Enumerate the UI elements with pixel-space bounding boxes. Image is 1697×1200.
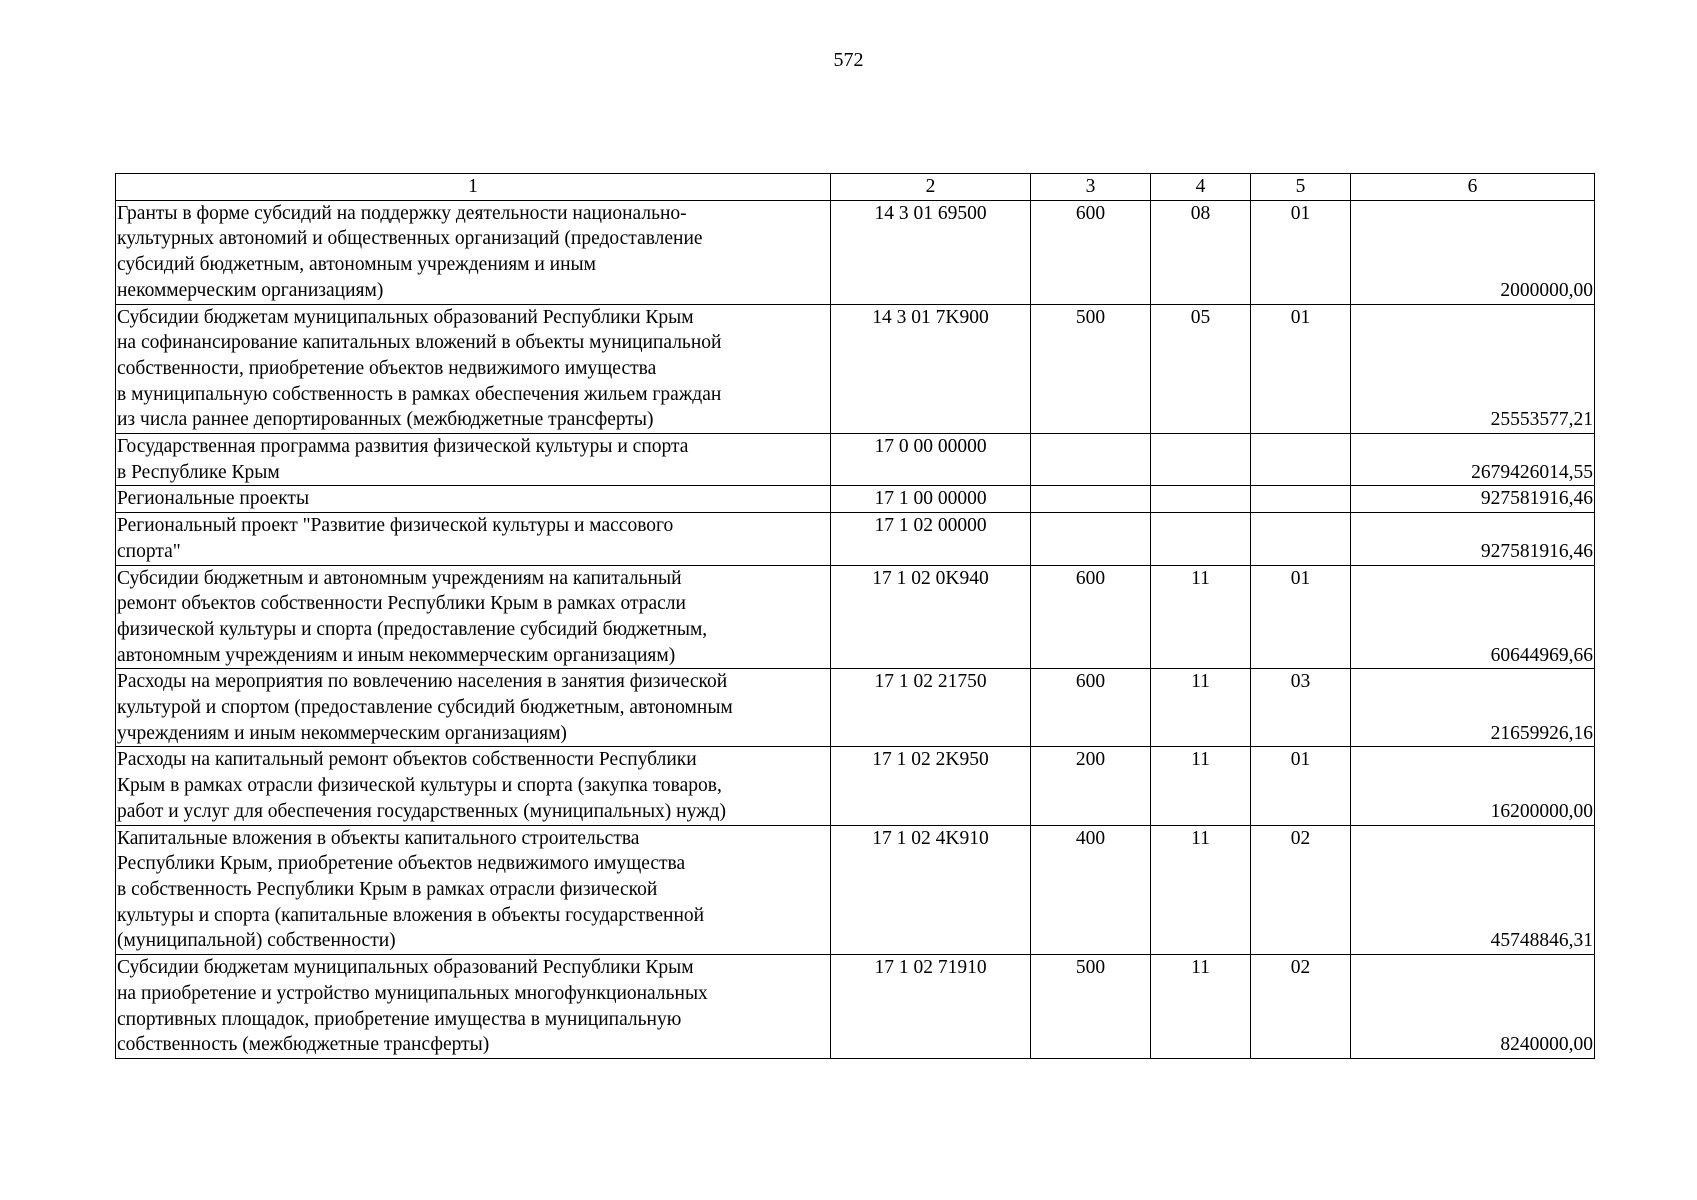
row-name-line: автономным учреждениям и иным некоммерческим организациям)	[117, 644, 676, 666]
row-sum-cell: 25553577,21	[1351, 304, 1595, 434]
row-name-line: Региональные проекты	[117, 488, 310, 510]
row-subsection-cell: 02	[1251, 955, 1351, 1059]
row-section-cell: 11	[1151, 669, 1251, 747]
row-sum-cell: 21659926,16	[1351, 669, 1595, 747]
row-name-line: культуры и спорта (капитальные вложения в объекты государственной	[117, 904, 705, 926]
budget-table	[115, 173, 1595, 1059]
row-name-cell	[116, 747, 831, 825]
row-name-line: работ и услуг для обеспечения государственных (муниципальных) нужд)	[117, 800, 726, 822]
row-expense-type-cell: 600	[1031, 200, 1151, 304]
row-name-line: Региональный проект "Развитие физической культуры и массового	[117, 515, 674, 537]
header-cell-4: 4	[1151, 174, 1251, 201]
row-subsection-cell	[1251, 486, 1351, 513]
row-subsection-cell: 01	[1251, 200, 1351, 304]
row-section-cell: 11	[1151, 825, 1251, 955]
row-section-cell: 08	[1151, 200, 1251, 304]
row-section-cell	[1151, 513, 1251, 565]
row-code-cell: 17 1 02 4K910	[831, 825, 1031, 955]
row-code-cell: 17 1 02 21750	[831, 669, 1031, 747]
row-code-cell: 17 1 02 2K950	[831, 747, 1031, 825]
row-name-cell	[116, 434, 831, 486]
row-expense-type-cell: 600	[1031, 669, 1151, 747]
table-row	[116, 200, 1595, 304]
row-expense-type-cell: 500	[1031, 955, 1151, 1059]
page-number: 572	[833, 49, 864, 71]
row-name-line: Расходы на мероприятия по вовлечению населения в занятия физической	[117, 671, 728, 693]
row-section-cell: 11	[1151, 747, 1251, 825]
row-subsection-cell	[1251, 434, 1351, 486]
row-sum-cell: 927581916,46	[1351, 486, 1595, 513]
row-name-cell	[116, 955, 831, 1059]
row-expense-type-cell: 200	[1031, 747, 1151, 825]
row-name-line: учреждениям и иным некоммерческим организациям)	[117, 722, 567, 744]
row-expense-type-cell: 600	[1031, 565, 1151, 669]
row-sum-cell: 2679426014,55	[1351, 434, 1595, 486]
row-sum-cell: 60644969,66	[1351, 565, 1595, 669]
table-row	[116, 747, 1595, 825]
table-row	[116, 565, 1595, 669]
row-name-line: в муниципальную собственность в рамках обеспечения жильем граждан	[117, 383, 722, 405]
row-name-line: на приобретение и устройство муниципальных многофункциональных	[117, 982, 708, 1004]
row-section-cell	[1151, 486, 1251, 513]
table-row	[116, 486, 1595, 513]
row-section-cell: 05	[1151, 304, 1251, 434]
row-name-cell	[116, 486, 831, 513]
row-name-line: спортивных площадок, приобретение имущества в муниципальную	[117, 1008, 682, 1030]
row-expense-type-cell: 400	[1031, 825, 1151, 955]
header-cell-2: 2	[831, 174, 1031, 201]
row-expense-type-cell: 500	[1031, 304, 1151, 434]
row-subsection-cell	[1251, 513, 1351, 565]
row-name-line: в собственность Республики Крым в рамках отрасли физической	[117, 878, 658, 900]
row-code-cell: 14 3 01 69500	[831, 200, 1031, 304]
row-name-line: Республики Крым, приобретение объектов недвижимого имущества	[117, 853, 686, 875]
table-row	[116, 955, 1595, 1059]
row-name-line: физической культуры и спорта (предоставление субсидий бюджетным,	[117, 618, 708, 640]
table-row	[116, 304, 1595, 434]
row-name-cell	[116, 825, 831, 955]
row-section-cell: 11	[1151, 565, 1251, 669]
row-subsection-cell: 03	[1251, 669, 1351, 747]
row-name-line: из числа раннее депортированных (межбюджетные трансферты)	[117, 409, 654, 431]
header-cell-1: 1	[116, 174, 831, 201]
header-cell-3: 3	[1031, 174, 1151, 201]
row-name-line: собственности, приобретение объектов недвижимого имущества	[117, 357, 657, 379]
row-expense-type-cell	[1031, 434, 1151, 486]
header-cell-5: 5	[1251, 174, 1351, 201]
row-code-cell: 17 1 02 71910	[831, 955, 1031, 1059]
table-row	[116, 669, 1595, 747]
row-expense-type-cell	[1031, 486, 1151, 513]
row-name-line: Крым в рамках отрасли физической культуры и спорта (закупка товаров,	[117, 775, 722, 797]
row-name-line: Субсидии бюджетным и автономным учреждениям на капитальный	[117, 567, 682, 589]
row-name-line: Расходы на капитальный ремонт объектов собственности Республики	[117, 749, 697, 771]
row-sum-cell: 2000000,00	[1351, 200, 1595, 304]
row-sum-cell: 45748846,31	[1351, 825, 1595, 955]
row-code-cell: 14 3 01 7K900	[831, 304, 1031, 434]
row-sum-cell: 927581916,46	[1351, 513, 1595, 565]
row-name-line: собственность (межбюджетные трансферты)	[117, 1034, 490, 1056]
row-name-line: некоммерческим организациям)	[117, 279, 384, 301]
row-name-line: ремонт объектов собственности Республики Крым в рамках отрасли	[117, 593, 686, 615]
row-section-cell	[1151, 434, 1251, 486]
row-name-cell	[116, 304, 831, 434]
row-sum-cell: 8240000,00	[1351, 955, 1595, 1059]
row-subsection-cell: 01	[1251, 304, 1351, 434]
row-name-cell	[116, 200, 831, 304]
row-sum-cell: 16200000,00	[1351, 747, 1595, 825]
row-name-line: Государственная программа развития физической культуры и спорта	[117, 436, 689, 458]
row-subsection-cell: 02	[1251, 825, 1351, 955]
row-name-line: на софинансирование капитальных вложений в объекты муниципальной	[117, 332, 722, 354]
header-cell-6: 6	[1351, 174, 1595, 201]
row-section-cell: 11	[1151, 955, 1251, 1059]
row-name-cell	[116, 565, 831, 669]
row-subsection-cell: 01	[1251, 565, 1351, 669]
table-row	[116, 825, 1595, 955]
row-name-line: культурных автономий и общественных организаций (предоставление	[117, 228, 703, 250]
row-code-cell: 17 1 00 00000	[831, 486, 1031, 513]
row-subsection-cell: 01	[1251, 747, 1351, 825]
row-name-line: (муниципальной) собственности)	[117, 930, 396, 952]
table-row	[116, 434, 1595, 486]
row-expense-type-cell	[1031, 513, 1151, 565]
table-row	[116, 513, 1595, 565]
row-code-cell: 17 0 00 00000	[831, 434, 1031, 486]
row-name-line: Гранты в форме субсидий на поддержку деятельности национально-	[117, 202, 687, 224]
row-name-cell	[116, 513, 831, 565]
row-code-cell: 17 1 02 00000	[831, 513, 1031, 565]
row-name-line: субсидий бюджетным, автономным учреждениям и иным	[117, 254, 596, 276]
row-code-cell: 17 1 02 0K940	[831, 565, 1031, 669]
table-body	[116, 174, 1595, 1059]
row-name-line: Капитальные вложения в объекты капитального строительства	[117, 827, 640, 849]
row-name-line: в Республике Крым	[117, 461, 280, 483]
row-name-cell	[116, 669, 831, 747]
table-header-row	[116, 174, 1595, 201]
row-name-line: Субсидии бюджетам муниципальных образований Республики Крым	[117, 957, 694, 979]
row-name-line: спорта"	[117, 540, 181, 562]
row-name-line: культурой и спортом (предоставление субсидий бюджетным, автономным	[117, 697, 733, 719]
row-name-line: Субсидии бюджетам муниципальных образований Республики Крым	[117, 306, 694, 328]
